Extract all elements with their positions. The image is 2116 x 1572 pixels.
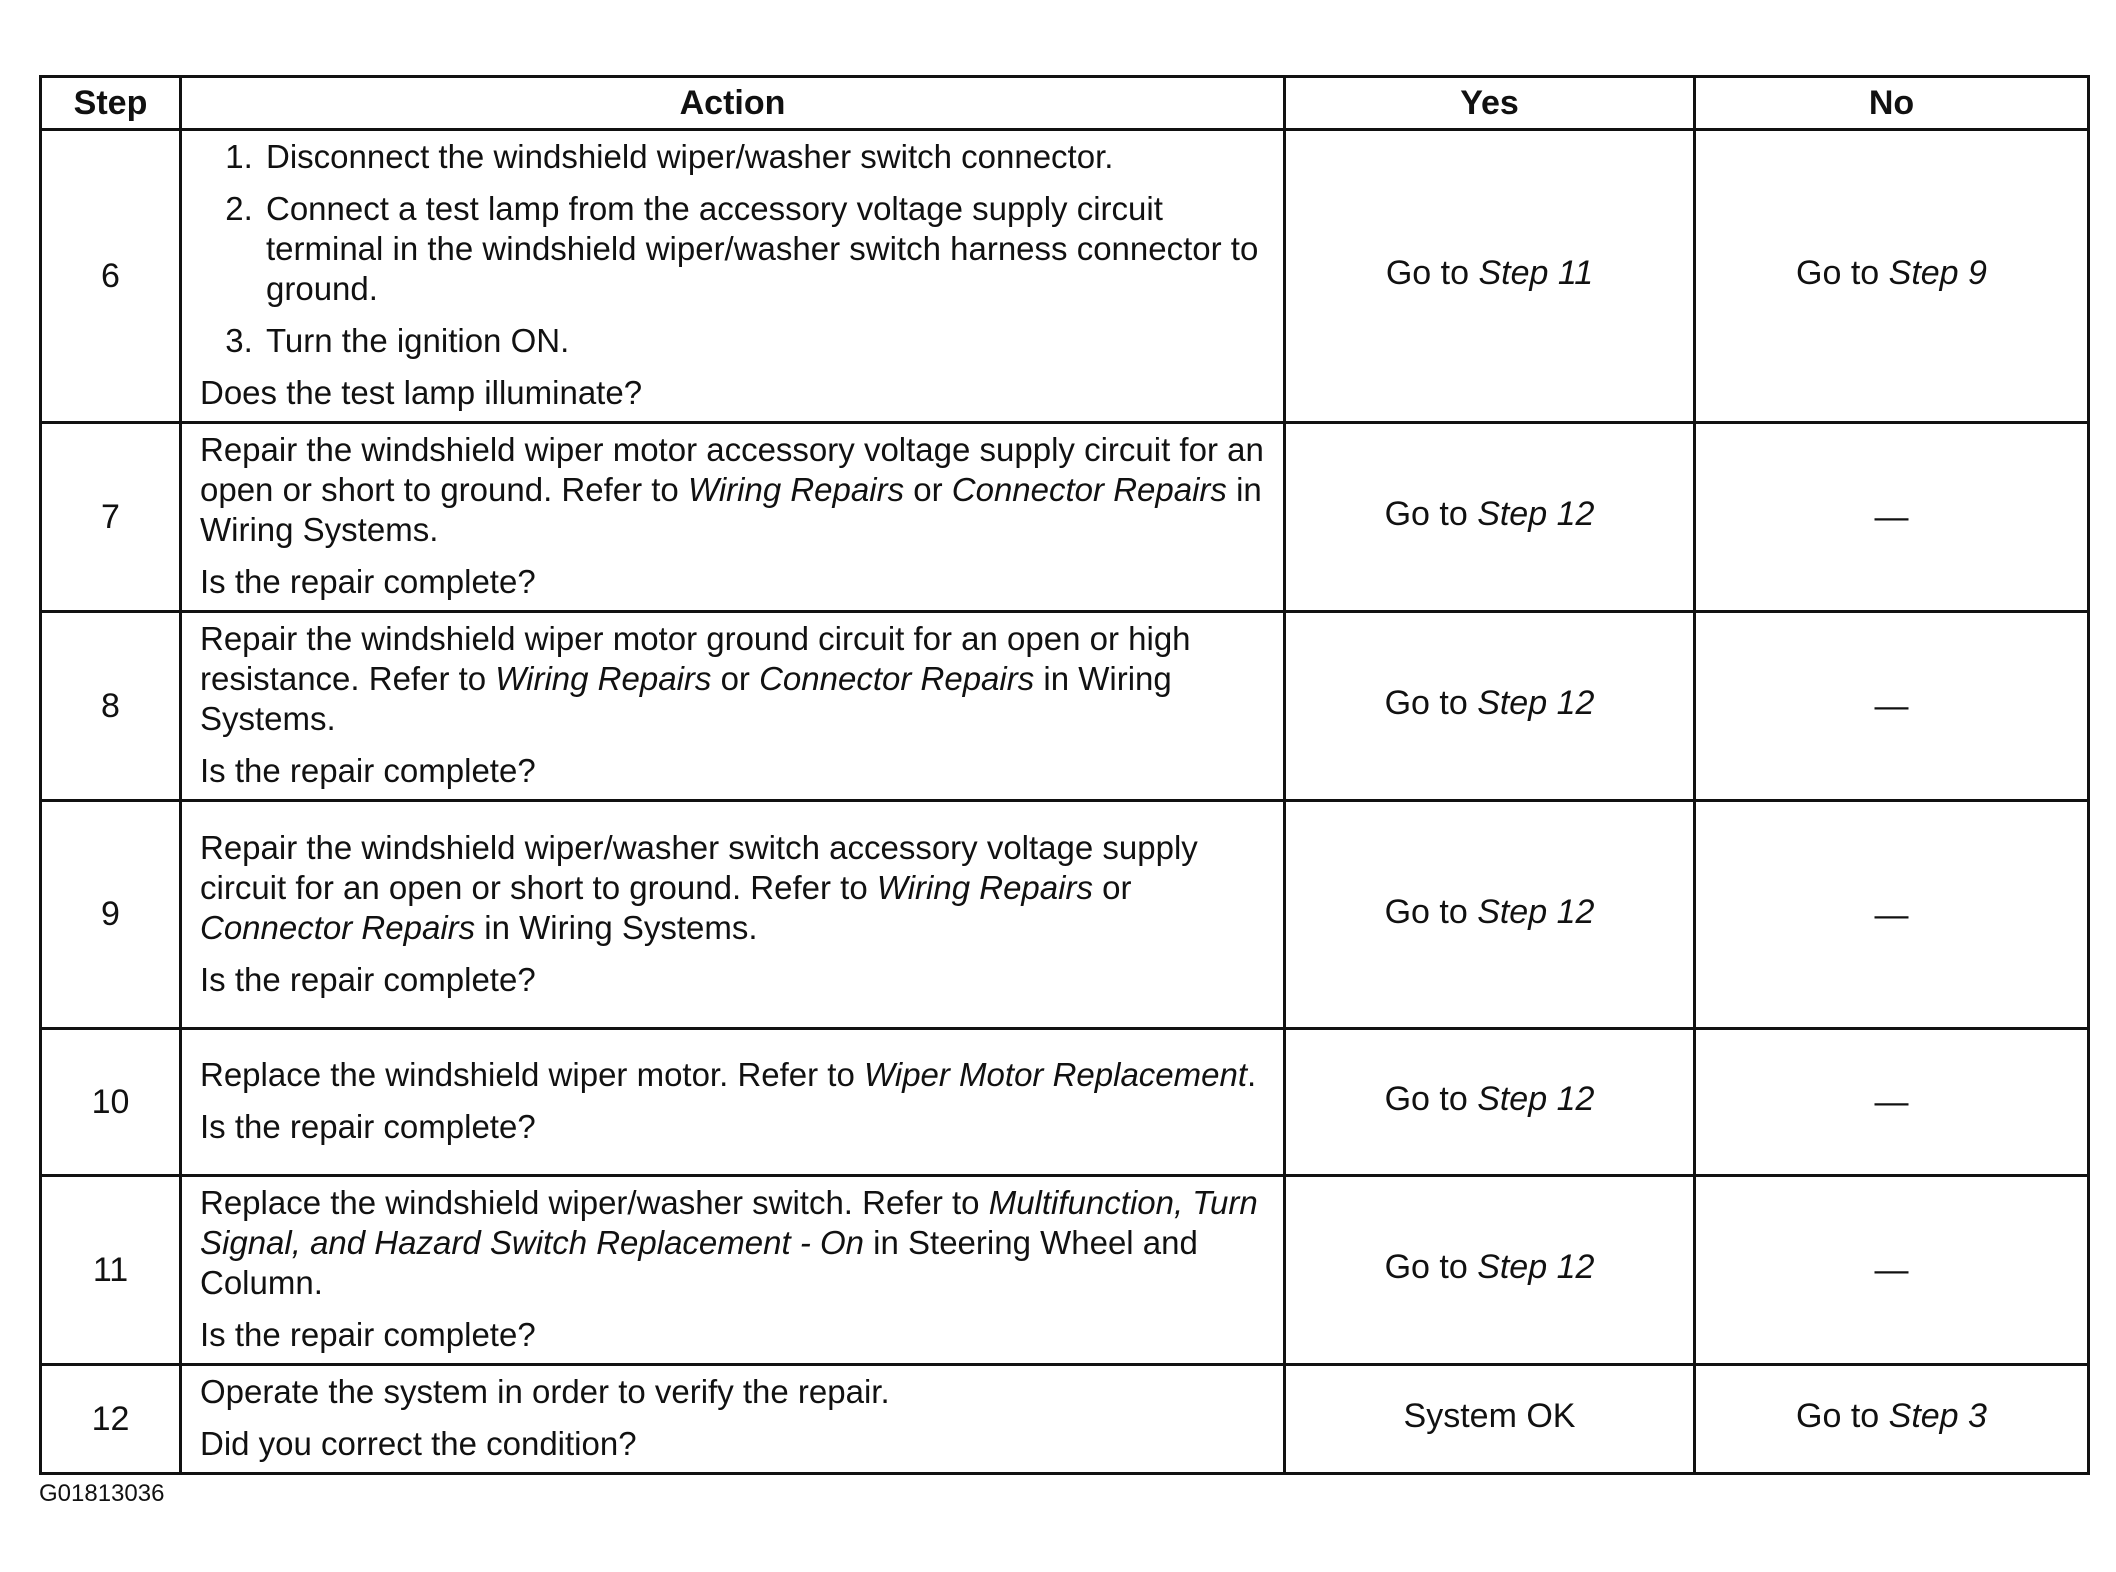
no-cell: — xyxy=(1695,1176,2089,1365)
doc-reference-link[interactable]: Wiper Motor Replacement xyxy=(864,1056,1248,1093)
action-text xyxy=(200,430,1269,550)
step-number: 11 xyxy=(41,1176,181,1365)
yes-prefix: Go to xyxy=(1384,684,1478,722)
action-text-part: Replace the windshield wiper motor. Refer to xyxy=(200,1056,864,1093)
action-text-part: Replace the windshield wiper/washer switch. Refer to xyxy=(200,1184,989,1221)
step-number: 7 xyxy=(41,423,181,612)
header-step: Step xyxy=(41,77,181,130)
action-text-part: in Wiring Systems. xyxy=(200,471,1262,548)
action-text-part: . xyxy=(1247,1056,1257,1093)
action-cell xyxy=(181,1365,1285,1474)
diagnostic-table xyxy=(39,75,2090,1475)
no-cell: — xyxy=(1695,1029,2089,1176)
table-row xyxy=(41,612,2089,801)
question: Is the repair complete? xyxy=(200,1108,536,1145)
table-row xyxy=(41,1176,2089,1365)
step-number: 12 xyxy=(41,1365,181,1474)
doc-reference-link[interactable]: Wiring Repairs xyxy=(687,471,905,508)
yes-prefix: Go to xyxy=(1384,495,1478,533)
action-text-part: or xyxy=(904,471,952,508)
yes-cell xyxy=(1285,1176,1695,1365)
action-text-part: Repair the windshield wiper motor ground circuit for an open or high resistance. Refer to xyxy=(200,620,1191,697)
action-text xyxy=(200,1055,1269,1095)
yes-cell xyxy=(1285,801,1695,1029)
table-row xyxy=(41,130,2089,423)
step-number: 6 xyxy=(41,130,181,423)
question: Does the test lamp illuminate? xyxy=(200,374,643,411)
no-prefix: Go to xyxy=(1796,1397,1889,1435)
action-cell xyxy=(181,1176,1285,1365)
doc-reference-link[interactable]: Connector Repairs xyxy=(759,660,1035,697)
action-text xyxy=(200,1372,1269,1412)
step-number: 9 xyxy=(41,801,181,1029)
step-reference-link[interactable]: Step 12 xyxy=(1477,684,1595,722)
doc-reference-link[interactable]: Multifunction, Turn Signal, and Hazard Switch Replacement - On xyxy=(200,1184,1258,1261)
action-text xyxy=(200,1183,1269,1303)
header-no: No xyxy=(1695,77,2089,130)
header-row xyxy=(41,77,2089,130)
action-text-part: Repair the windshield wiper/washer switch accessory voltage supply circuit for an open or short to ground. Refer to xyxy=(200,828,1198,906)
no-prefix: Go to xyxy=(1796,254,1889,292)
action-text-part: or xyxy=(711,660,760,697)
yes-cell xyxy=(1285,612,1695,801)
substep: 3. Turn the ignition ON. xyxy=(262,321,1269,361)
action-cell xyxy=(181,423,1285,612)
question: Is the repair complete? xyxy=(200,563,536,600)
figure-id: G01813036 xyxy=(39,1480,165,1507)
no-cell: — xyxy=(1695,801,2089,1029)
question: Is the repair complete? xyxy=(200,1316,536,1353)
step-reference-link[interactable]: Step 12 xyxy=(1477,1080,1595,1118)
doc-reference-link[interactable]: Connector Repairs xyxy=(951,471,1227,508)
yes-prefix: Go to xyxy=(1384,1248,1478,1286)
step-reference-link[interactable]: Step 12 xyxy=(1477,1248,1595,1286)
no-cell: — xyxy=(1695,423,2089,612)
yes-cell: System OK xyxy=(1285,1365,1695,1474)
action-cell xyxy=(181,612,1285,801)
question: Is the repair complete? xyxy=(200,752,536,789)
table-row xyxy=(41,1365,2089,1474)
substep-list xyxy=(200,137,1269,361)
action-text-part: or xyxy=(1092,868,1132,906)
action-text xyxy=(200,828,1269,948)
action-cell xyxy=(181,801,1285,1029)
yes-prefix: Go to xyxy=(1385,254,1479,292)
doc-reference-link[interactable]: Wiring Repairs xyxy=(876,868,1093,906)
yes-prefix: Go to xyxy=(1384,892,1478,931)
doc-reference-link[interactable]: Connector Repairs xyxy=(200,908,476,946)
substep: 2. Connect a test lamp from the accessory voltage supply circuit terminal in the windshield wiper/washer switch harness connector to ground. xyxy=(262,189,1269,309)
action-cell xyxy=(181,130,1285,423)
action-text-part: in Wiring Systems. xyxy=(200,660,1172,737)
table-row xyxy=(41,801,2089,1029)
step-reference-link[interactable]: Step 11 xyxy=(1478,254,1594,292)
substep: 1. Disconnect the windshield wiper/washer switch connector. xyxy=(262,137,1269,177)
step-reference-link[interactable]: Step 3 xyxy=(1888,1397,1987,1435)
no-cell xyxy=(1695,1365,2089,1474)
action-text xyxy=(200,619,1269,739)
step-reference-link[interactable]: Step 12 xyxy=(1477,892,1595,931)
action-text-part: Operate the system in order to verify the repair. xyxy=(200,1373,890,1410)
doc-reference-link[interactable]: Wiring Repairs xyxy=(495,660,712,697)
yes-cell xyxy=(1285,1029,1695,1176)
step-reference-link[interactable]: Step 12 xyxy=(1477,495,1595,533)
header-yes: Yes xyxy=(1285,77,1695,130)
action-text-part: Repair the windshield wiper motor accessory voltage supply circuit for an open or short to ground. Refer to xyxy=(200,431,1264,508)
table-row xyxy=(41,1029,2089,1176)
step-number: 8 xyxy=(41,612,181,801)
action-text-part: in Wiring Systems. xyxy=(475,908,758,946)
table-row xyxy=(41,423,2089,612)
step-number: 10 xyxy=(41,1029,181,1176)
no-cell: — xyxy=(1695,612,2089,801)
action-cell xyxy=(181,1029,1285,1176)
yes-cell xyxy=(1285,423,1695,612)
no-cell xyxy=(1695,130,2089,423)
yes-cell xyxy=(1285,130,1695,423)
step-reference-link[interactable]: Step 9 xyxy=(1888,254,1987,292)
question: Is the repair complete? xyxy=(200,960,536,998)
question: Did you correct the condition? xyxy=(200,1425,637,1462)
header-action: Action xyxy=(181,77,1285,130)
yes-prefix: Go to xyxy=(1384,1080,1478,1118)
action-text-part: in Steering Wheel and Column. xyxy=(200,1224,1198,1301)
